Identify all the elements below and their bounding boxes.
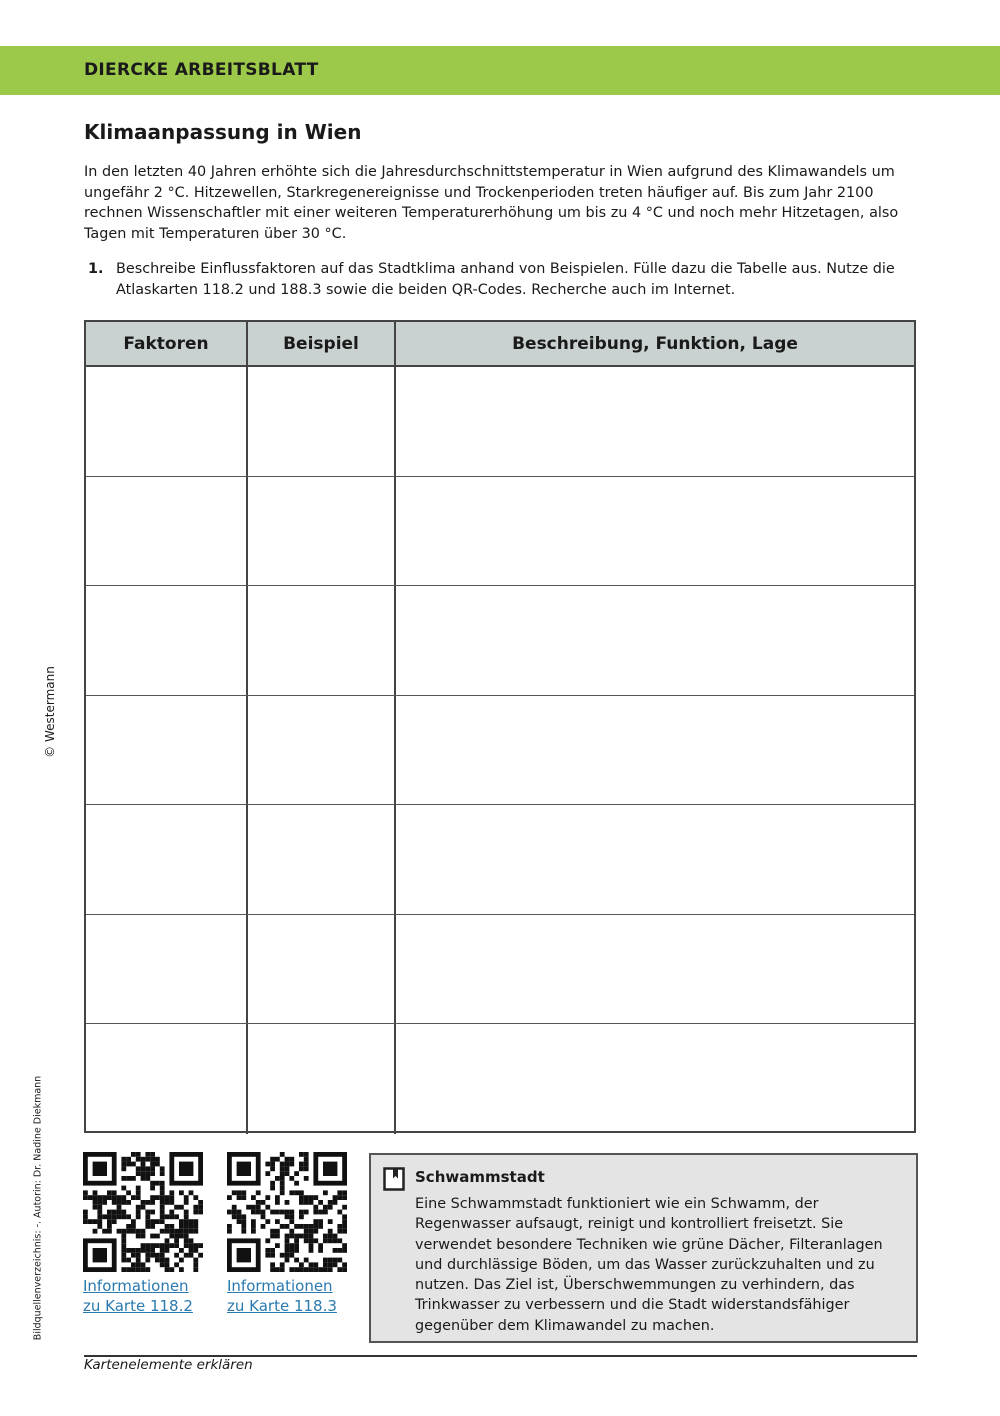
book-icon: [383, 1167, 405, 1191]
table-row: [86, 915, 914, 1025]
table-body: [86, 367, 914, 1134]
header-beispiel: Beispiel: [248, 322, 396, 365]
cell-faktoren[interactable]: [86, 367, 248, 476]
cell-faktoren[interactable]: [86, 915, 248, 1024]
page-title: Klimaanpassung in Wien: [84, 120, 362, 144]
task-number: 1.: [88, 261, 104, 277]
cell-beispiel[interactable]: [248, 477, 396, 586]
cell-faktoren[interactable]: [86, 1024, 248, 1134]
cell-beschreibung[interactable]: [396, 805, 914, 914]
qr-link-karte-118-3[interactable]: Informationen zu Karte 118.3: [227, 1277, 337, 1315]
task-1: [84, 259, 920, 300]
cell-beschreibung[interactable]: [396, 1024, 914, 1134]
task-text: Beschreibe Einflussfaktoren auf das Stadtklima anhand von Beispielen. Fülle dazu die Tabelle aus. Nutze die Atlaskarten 118.2 und 188.3 sowie die beiden QR-Codes. Recherche auch im Internet.: [116, 261, 895, 298]
cell-beispiel[interactable]: [248, 367, 396, 476]
qr-code-icon[interactable]: [227, 1152, 347, 1272]
cell-beschreibung[interactable]: [396, 367, 914, 476]
table-row: [86, 1024, 914, 1134]
header-beschreibung: Beschreibung, Funktion, Lage: [512, 333, 798, 354]
intro-paragraph: In den letzten 40 Jahren erhöhte sich die Jahresdurchschnittstemperatur in Wien aufgrund des Klimawandels um ungefähr 2 °C. Hitzewellen, Starkregenereignisse und Trockenperioden treten häufiger auf. Bis zum Jahr 2100 rechnen Wissenschaftler mit einer weiteren Temperaturerhöhung um bis zu 4 °C und noch mehr Hitzetagen, also Tagen mit Temperaturen über 30 °C.: [84, 164, 899, 242]
qr-code-icon[interactable]: [83, 1152, 203, 1272]
copyright-note: © Westermann: [43, 666, 57, 758]
header-title: DIERCKE ARBEITSBLATT: [84, 60, 319, 80]
cell-beschreibung[interactable]: [396, 477, 914, 586]
cell-faktoren[interactable]: [86, 586, 248, 695]
cell-beispiel[interactable]: [248, 696, 396, 805]
worksheet-table: [84, 320, 916, 1133]
cell-beschreibung[interactable]: [396, 915, 914, 1024]
table-row: [86, 367, 914, 477]
header-faktoren: Faktoren: [86, 322, 248, 365]
table-row: [86, 477, 914, 587]
cell-faktoren[interactable]: [86, 477, 248, 586]
cell-beschreibung[interactable]: [396, 696, 914, 805]
table-row: [86, 586, 914, 696]
cell-beschreibung[interactable]: [396, 586, 914, 695]
footer-text: Kartenelemente erklären: [84, 1357, 253, 1373]
cell-faktoren[interactable]: [86, 696, 248, 805]
table-header: [86, 322, 914, 367]
table-row: [86, 696, 914, 806]
cell-beispiel[interactable]: [248, 586, 396, 695]
cell-faktoren[interactable]: [86, 805, 248, 914]
info-text: Eine Schwammstadt funktioniert wie ein Schwamm, der Regenwasser aufsaugt, reinigt und kontrolliert freisetzt. Sie verwendet besondere Techniken wie grüne Dächer, Filteranlagen und durchlässige Böden, um das Wasser zurückzuhalten und zu nutzen. Das Ziel ist, Überschwemmungen zu verhindern, das Trinkwasser zu verbessern und die Stadt widerstandsfähiger gegenüber dem Klimawandel zu machen.: [415, 1196, 883, 1334]
info-title: Schwammstadt: [415, 1168, 545, 1186]
cell-beispiel[interactable]: [248, 805, 396, 914]
credits-note: Bildquellenverzeichnis: -. Autorin: Dr. Nadine Diekmann: [32, 1075, 44, 1341]
table-row: [86, 805, 914, 915]
cell-beispiel[interactable]: [248, 915, 396, 1024]
info-box-schwammstadt: [369, 1153, 918, 1343]
qr-link-karte-118-2[interactable]: Informationen zu Karte 118.2: [83, 1277, 193, 1315]
cell-beispiel[interactable]: [248, 1024, 396, 1134]
